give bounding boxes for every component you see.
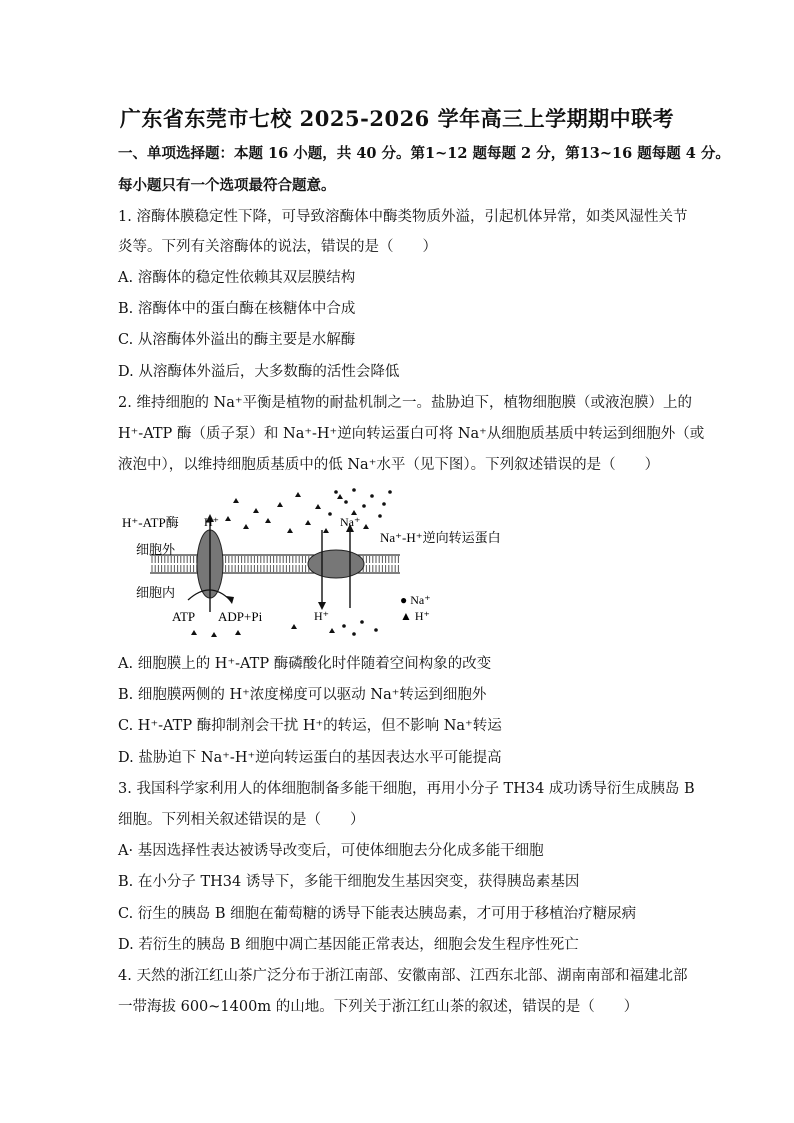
q2-option-d: D. 盐胁迫下 Na⁺-H⁺逆向转运蛋白的基因表达水平可能提高: [118, 750, 502, 766]
na-h-antiporter-protein: [308, 550, 364, 578]
h-bottom-label: H⁺: [314, 609, 329, 623]
adp-label: ADP+Pi: [218, 609, 263, 624]
q2-option-c: C. H⁺-ATP 酶抑制剂会干扰 H⁺的转运，但不影响 Na⁺转运: [118, 718, 502, 734]
legend-h: ▲ H⁺: [400, 609, 430, 623]
atp-curve-arrowhead: [226, 596, 234, 604]
q2-stem-line2: H⁺-ATP 酶（质子泵）和 Na⁺-H⁺逆向转运蛋白可将 Na⁺从细胞质基质中转运到细胞外（或: [118, 426, 705, 442]
q1-option-a: A. 溶酶体的稳定性依赖其双层膜结构: [118, 270, 356, 286]
q4-stem-line1: 4. 天然的浙江红山茶广泛分布于浙江南部、安徽南部、江西东北部、湖南南部和福建北部: [118, 968, 688, 984]
q2-option-b: B. 细胞膜两侧的 H⁺浓度梯度可以驱动 Na⁺转运到细胞外: [118, 687, 487, 703]
q2-option-a: A. 细胞膜上的 H⁺-ATP 酶磷酸化时伴随着空间构象的改变: [118, 656, 492, 672]
q2-stem-line3: 液泡中），以维持细胞质基质中的低 Na⁺水平（见下图）。下列叙述错误的是（ ）: [118, 457, 660, 473]
section-header-line1: 一、单项选择题：本题 16 小题，共 40 分。第1~12 题每题 2 分，第13~16 题每题 4 分。: [118, 145, 730, 162]
outside-label: 细胞外: [136, 542, 176, 557]
q3-option-c: C. 衍生的胰岛 B 细胞在葡萄糖的诱导下能表达胰岛素，才可用于移植治疗糖尿病: [118, 906, 637, 922]
q3-stem-line2: 细胞。下列相关叙述错误的是（ ）: [118, 812, 365, 828]
membrane-transport-diagram: [118, 484, 501, 640]
h-atpase-label: H⁺-ATP酶: [122, 515, 179, 530]
section-header-line2: 每小题只有一个选项最符合题意。: [118, 177, 336, 194]
exam-title: 广东省东莞市七校 2025-2026 学年高三上学期期中联考: [119, 106, 675, 131]
q3-option-d: D. 若衍生的胰岛 B 细胞中凋亡基因能正常表达，细胞会发生程序性死亡: [118, 937, 579, 953]
atp-label: ATP: [172, 609, 196, 624]
q1-option-b: B. 溶酶体中的蛋白酶在核糖体中合成: [118, 301, 356, 317]
q1-option-c: C. 从溶酶体外溢出的酶主要是水解酶: [118, 332, 356, 348]
inside-label: 细胞内: [136, 585, 176, 600]
q3-option-a: A· 基因选择性表达被诱导改变后，可使体细胞去分化成多能干细胞: [118, 843, 544, 859]
na-ions-outside: [328, 488, 392, 518]
q1-stem-line2: 炎等。下列有关溶酶体的说法，错误的是（ ）: [118, 239, 437, 255]
q1-option-d: D. 从溶酶体外溢后，大多数酶的活性会降低: [118, 364, 400, 380]
q3-option-b: B. 在小分子 TH34 诱导下，多能干细胞发生基因突变，获得胰岛素基因: [118, 874, 580, 890]
antiporter-label: Na⁺-H⁺逆向转运蛋白: [380, 530, 501, 545]
na-top-label: Na⁺: [340, 515, 361, 529]
membrane-diagram-svg: [118, 484, 518, 640]
h-top-label: H⁺: [204, 515, 219, 529]
q2-stem-line1: 2. 维持细胞的 Na⁺平衡是植物的耐盐机制之一。盐胁迫下，植物细胞膜（或液泡膜）上的: [118, 395, 693, 411]
q4-stem-line2: 一带海拔 600~1400m 的山地。下列关于浙江红山茶的叙述，错误的是（ ）: [118, 999, 639, 1015]
q1-stem-line1: 1. 溶酶体膜稳定性下降，可导致溶酶体中酶类物质外溢，引起机体异常，如类风湿性关节: [118, 209, 688, 225]
q3-stem-line1: 3. 我国科学家利用人的体细胞制备多能干细胞，再用小分子 TH34 成功诱导衍生成胰岛 B: [118, 781, 695, 797]
legend-na: ● Na⁺: [400, 593, 431, 607]
